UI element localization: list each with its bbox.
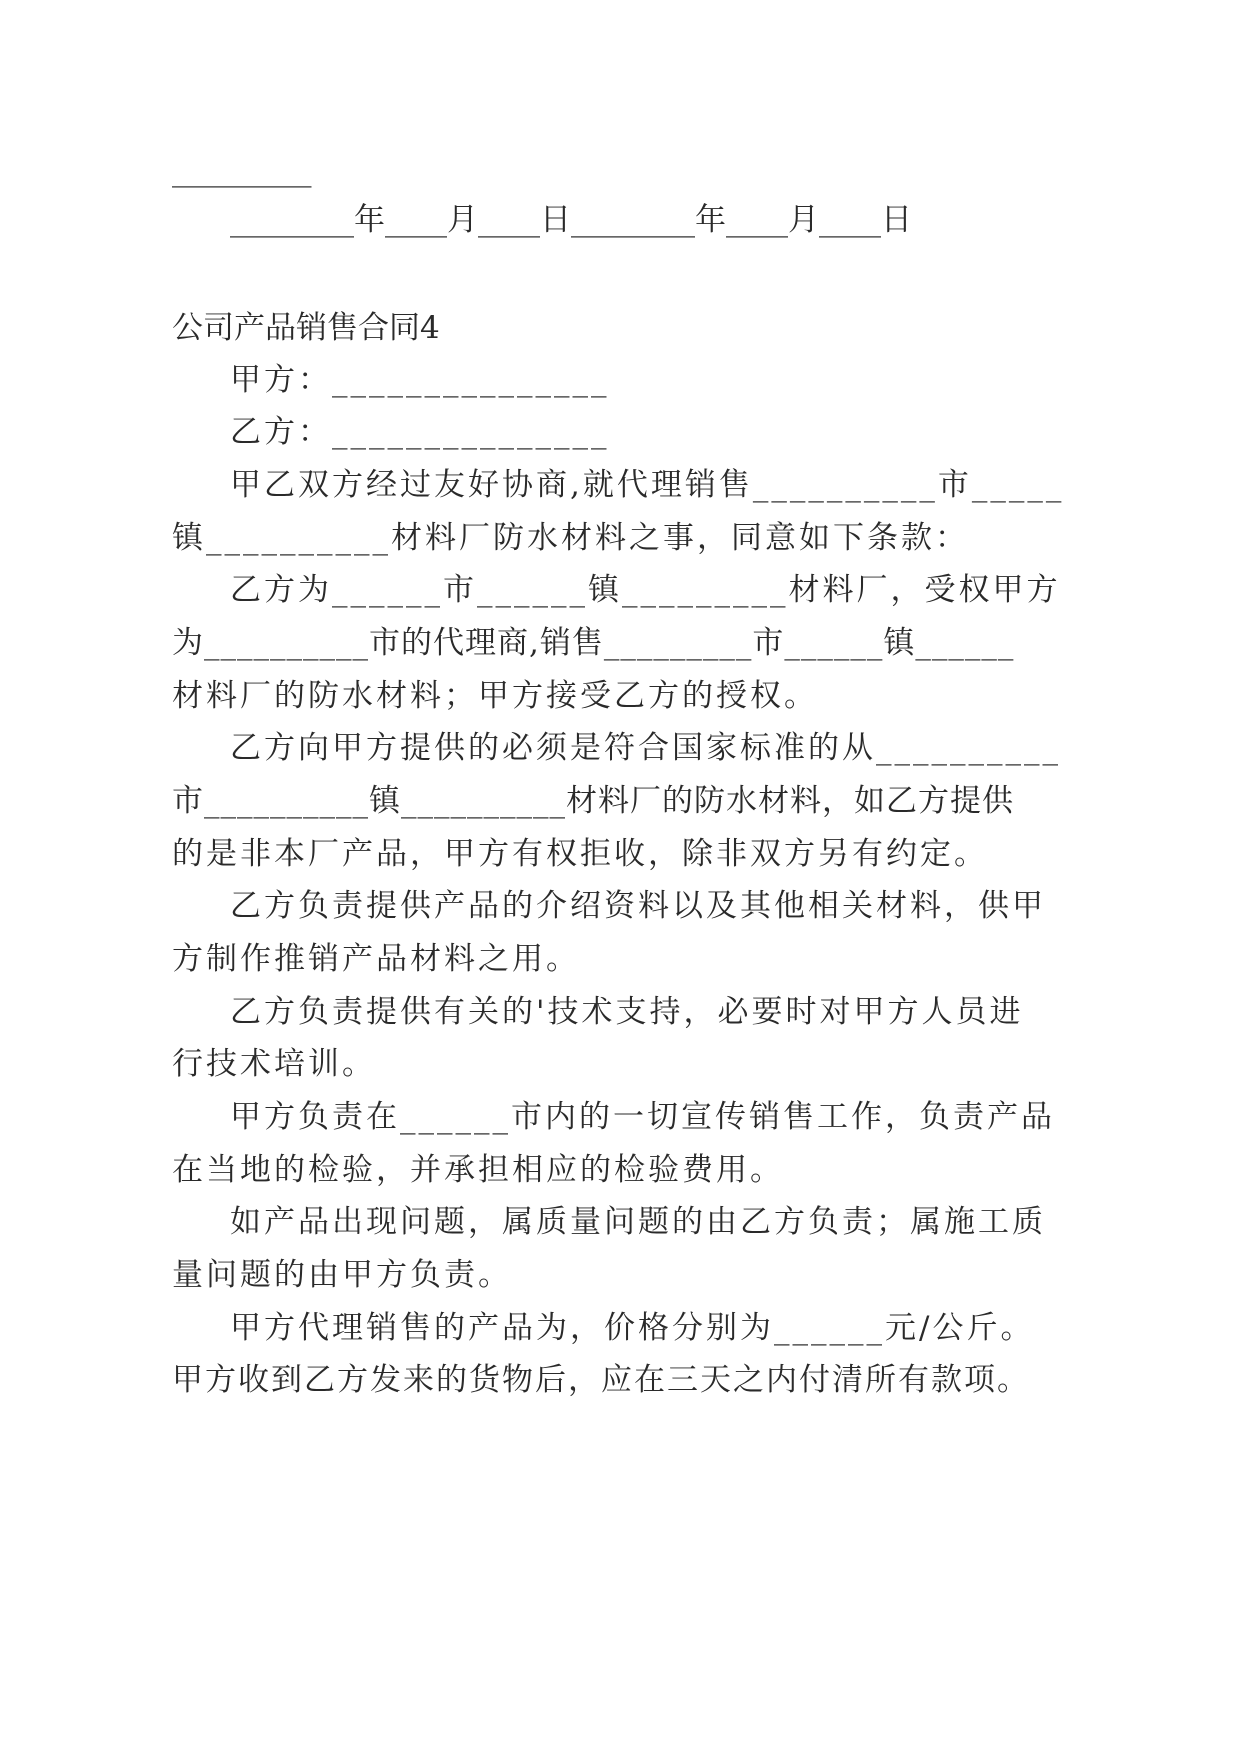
body-line-10: 方制作推销产品材料之用。 — [172, 941, 580, 977]
body-line-4: 为__________市的代理商,销售_________市______镇______ — [172, 625, 1015, 661]
body-line-3: 乙方为______市______镇_________材料厂，受权甲方 — [230, 572, 1061, 608]
body-line-5: 材料厂的防水材料；甲方接受乙方的授权。 — [172, 678, 818, 714]
body-line-8: 的是非本厂产品，甲方有权拒收，除非双方另有约定。 — [172, 836, 988, 872]
body-line-13: 甲方负责在______市内的一切宣传销售工作，负责产品 — [230, 1099, 1055, 1135]
body-line-17: 甲方代理销售的产品为，价格分别为______元/公斤。 — [230, 1310, 1035, 1346]
body-line-16: 量问题的由甲方负责。 — [172, 1257, 512, 1293]
body-line-7: 市__________镇__________材料厂的防水材料，如乙方提供 — [172, 783, 1014, 819]
body-line-12: 行技术培训。 — [172, 1046, 376, 1082]
body-line-11: 乙方负责提供有关的'技术支持，必要时对甲方人员进 — [230, 994, 1024, 1030]
body-line-9: 乙方负责提供产品的介绍资料以及其他相关材料，供甲 — [230, 888, 1046, 924]
top-signature-line: _________ — [172, 152, 312, 188]
body-line-6: 乙方向甲方提供的必须是符合国家标准的从__________ — [230, 730, 1061, 766]
body-line-15: 如产品出现问题，属质量问题的由乙方负责；属施工质 — [230, 1204, 1046, 1240]
body-line-1: 甲乙双方经过友好协商,就代理销售__________市_____ — [230, 467, 1065, 503]
document-heading: 公司产品销售合同4 — [172, 310, 440, 346]
body-line-2: 镇__________材料厂防水材料之事，同意如下条款： — [172, 520, 969, 556]
party-a-line: 甲方：_______________ — [230, 362, 610, 398]
body-line-14: 在当地的检验，并承担相应的检验费用。 — [172, 1152, 784, 1188]
date-line: ________年____月____日________年____月____日 — [230, 202, 912, 238]
body-line-18: 甲方收到乙方发来的货物后，应在三天之内付清所有款项。 — [172, 1362, 1030, 1398]
party-b-line: 乙方：_______________ — [230, 414, 610, 450]
